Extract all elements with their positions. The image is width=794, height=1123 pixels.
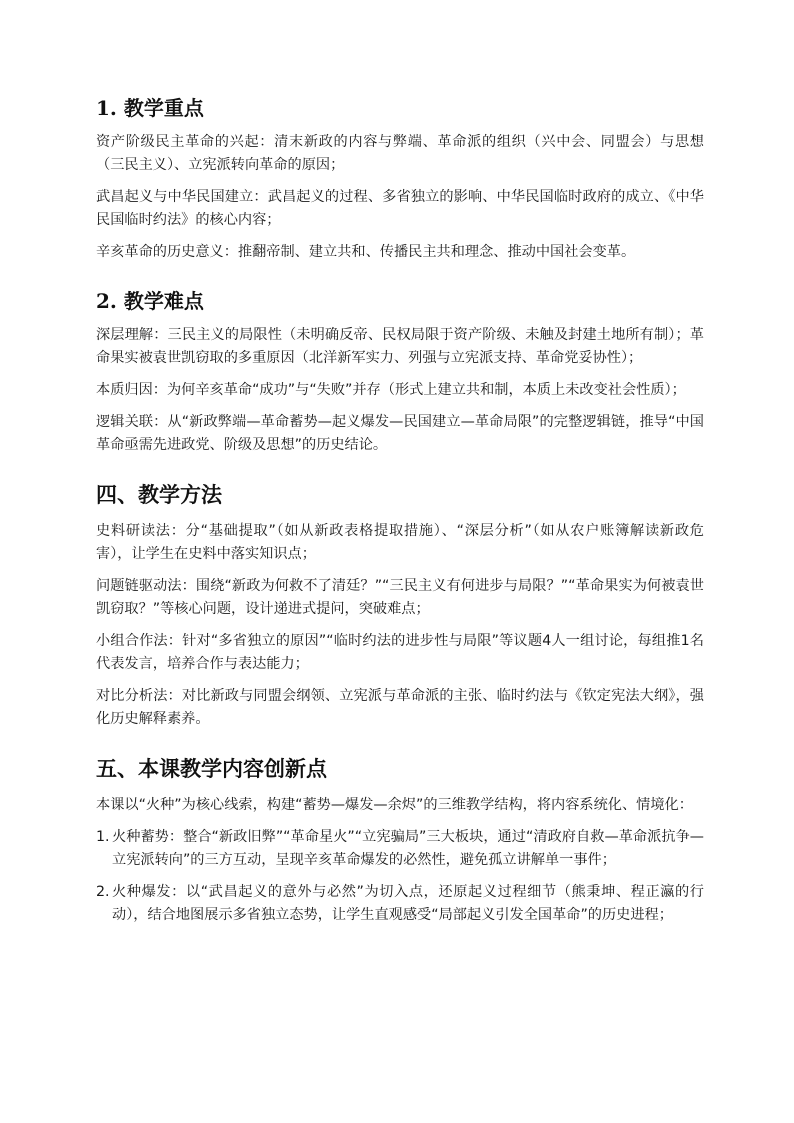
heading-innovation: 五、本课教学内容创新点	[96, 757, 327, 781]
list-item	[96, 881, 704, 927]
innovation-list	[96, 826, 704, 927]
list-item-number: 2.	[96, 884, 110, 900]
list-item	[96, 826, 704, 872]
heading-teaching-methods: 四、教学方法	[96, 483, 222, 507]
heading-difficulties: 2. 教学难点	[96, 289, 204, 313]
paragraph: 深层理解：三民主义的局限性（未明确反帝、民权局限于资产阶级、未触及封建土地所有制）；革命果实被袁世凯窃取的多重原因（北洋新军实力、列强与立宪派支持、革命党妥协性）；	[96, 327, 704, 366]
paragraph: 资产阶级民主革命的兴起：清末新政的内容与弊端、革命派的组织（兴中会、同盟会）与思想（三民主义）、立宪派转向革命的原因；	[96, 134, 704, 173]
paragraph: 辛亥革命的历史意义：推翻帝制、建立共和、传播民主共和理念、推动中国社会变革。	[96, 244, 636, 260]
heading-key-points: 1. 教学重点	[96, 96, 204, 120]
paragraph: 小组合作法：针对“多省独立的原因”“临时约法的进步性与局限”等议题4人一组讨论，每组推1名代表发言，培养合作与表达能力；	[96, 633, 704, 672]
document-body	[96, 94, 704, 936]
paragraph: 本质归因：为何辛亥革命“成功”与“失败”并存（形式上建立共和制，本质上未改变社会性质）；	[96, 382, 686, 398]
list-item-number: 1.	[96, 829, 110, 845]
paragraph: 本课以“火种”为核心线索，构建“蓄势—爆发—余烬”的三维教学结构，将内容系统化、情境化：	[96, 797, 693, 813]
paragraph: 问题链驱动法：围绕“新政为何救不了清廷？”“三民主义有何进步与局限？”“革命果实为何被袁世凯窃取？”等核心问题，设计递进式提问，突破难点；	[96, 578, 704, 617]
paragraph: 史料研读法：分“基础提取”（如从新政表格提取措施）、“深层分析”（如从农户账簿解读新政危害），让学生在史料中落实知识点；	[96, 523, 704, 562]
paragraph: 对比分析法：对比新政与同盟会纲领、立宪派与革命派的主张、临时约法与《钦定宪法大纲》，强化历史解释素养。	[96, 688, 704, 727]
paragraph: 武昌起义与中华民国建立：武昌起义的过程、多省独立的影响、中华民国临时政府的成立、《中华民国临时约法》的核心内容；	[96, 189, 704, 228]
list-item-text: 火种爆发：以“武昌起义的意外与必然”为切入点，还原起义过程细节（熊秉坤、程正瀛的行动），结合地图展示多省独立态势，让学生直观感受“局部起义引发全国革命”的历史进程；	[112, 884, 704, 923]
paragraph: 逻辑关联：从“新政弊端—革命蓄势—起义爆发—民国建立—革命局限”的完整逻辑链，推导“中国革命亟需先进政党、阶级及思想”的历史结论。	[96, 414, 704, 453]
list-item-text: 火种蓄势：整合“新政旧弊”“革命星火”“立宪骗局”三大板块，通过“清政府自救—革命派抗争—立宪派转向”的三方互动，呈现辛亥革命爆发的必然性，避免孤立讲解单一事件；	[112, 829, 704, 868]
